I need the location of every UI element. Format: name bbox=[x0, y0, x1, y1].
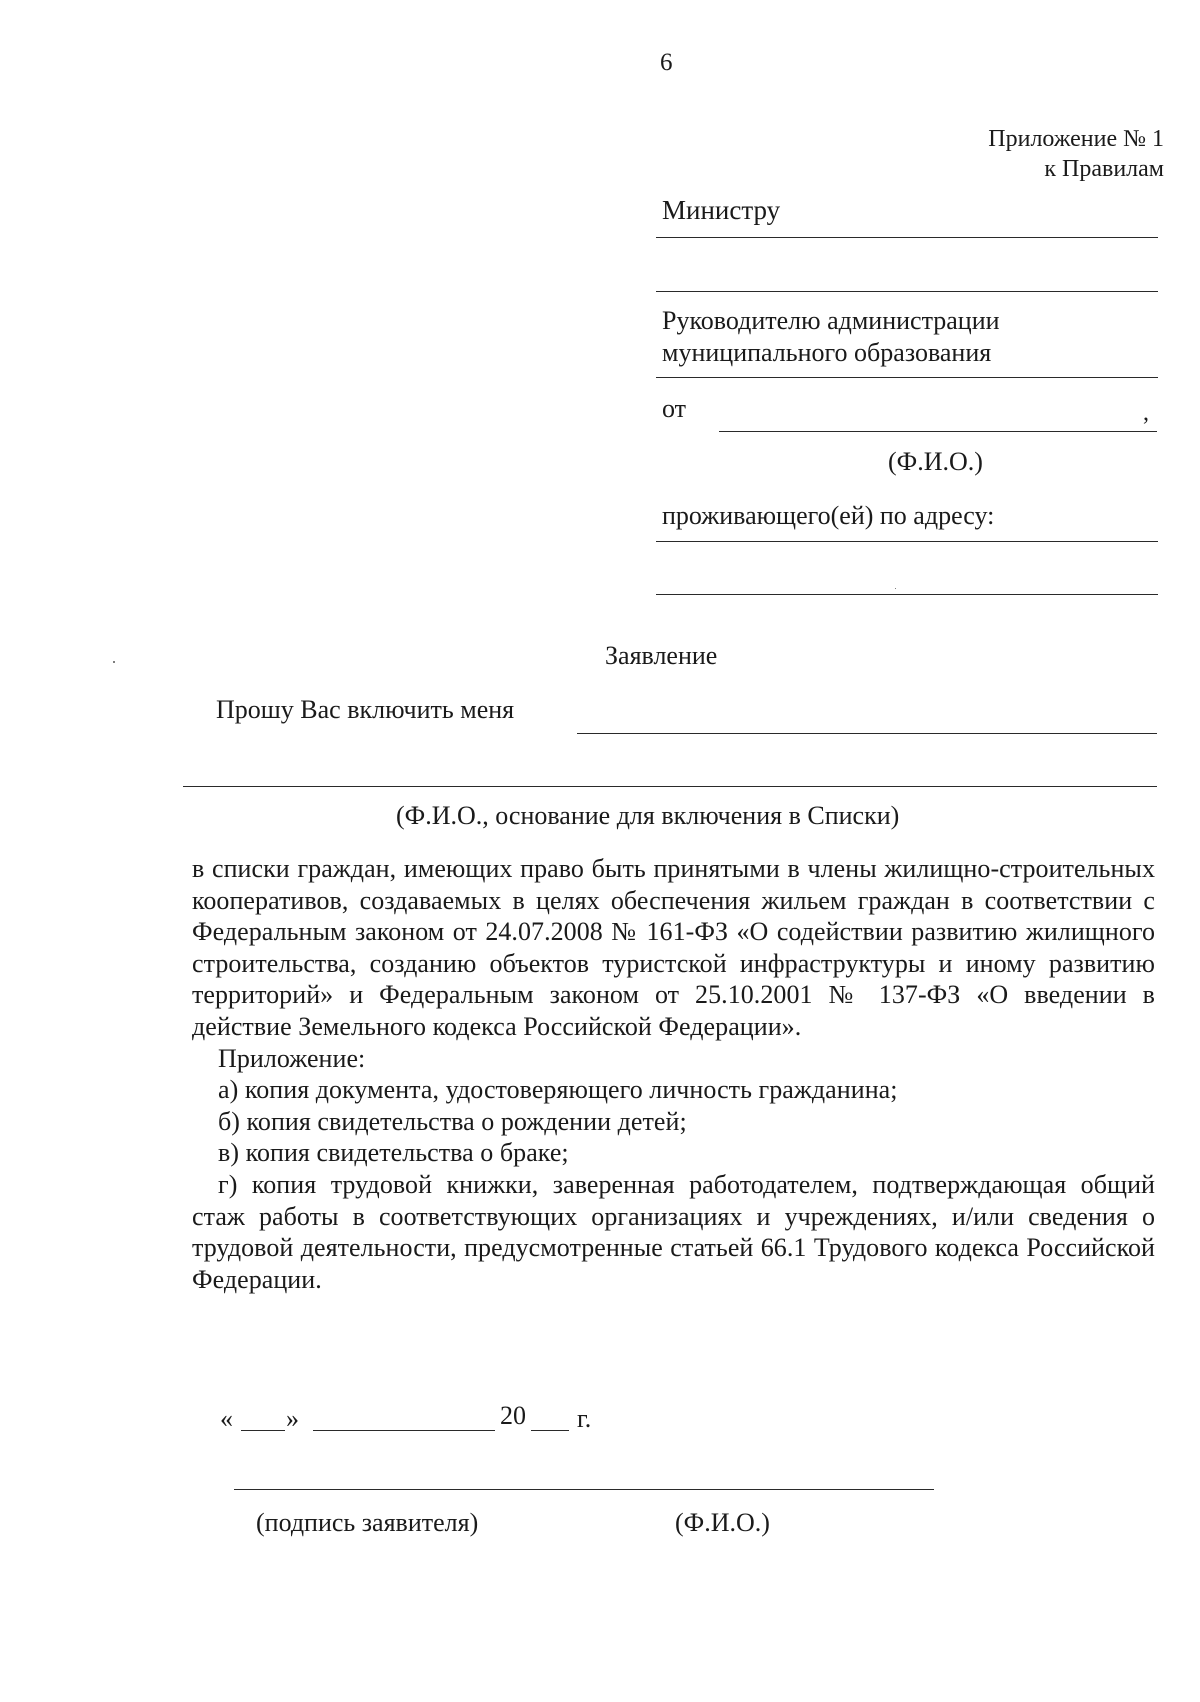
address-line-1 bbox=[656, 541, 1158, 542]
from-label: от bbox=[662, 394, 687, 423]
request-text: Прошу Вас включить меня bbox=[216, 695, 515, 724]
appendix-label: Приложение № 1 bbox=[988, 126, 1164, 152]
main-paragraph: в списки граждан, имеющих право быть принятыми в члены жилищно-строительных кооперативов, создаваемых в целях обеспечения жильем граждан в соответствии с Федеральным законом от 24.07.2008 № 161-ФЗ «О содействии развитию жилищного строительства, созданию объектов туристской инфраструктуры и иному развитию территорий» и Федеральным законом от 25.10.2001 № 137-ФЗ «О введении в действие Земельного кодекса Российской Федерации». bbox=[192, 854, 1155, 1041]
head-admin-line1: Руководителю администрации bbox=[662, 306, 1000, 335]
attachments-title: Приложение: bbox=[218, 1043, 366, 1073]
attachment-item: в) копия свидетельства о браке; bbox=[218, 1138, 569, 1168]
to-rules-label: к Правилам bbox=[1044, 156, 1164, 182]
minister-line bbox=[656, 237, 1158, 238]
document-title: Заявление bbox=[605, 641, 718, 670]
comma: , bbox=[1143, 400, 1149, 426]
attachment-item: г) копия трудовой книжки, заверенная работодателем, подтверждающая общий стаж работы в соответствующих организациях и учреждениях, и/или сведения о трудовой деятельности, предусмотренные статьей 66.1 Трудового кодекса Российской Федерации. bbox=[192, 1169, 1155, 1294]
date-close-quote: » bbox=[286, 1404, 299, 1433]
page-number: 6 bbox=[660, 49, 673, 76]
request-full-line bbox=[183, 786, 1157, 787]
head-admin-line bbox=[656, 377, 1158, 378]
attachment-item: б) копия свидетельства о рождении детей; bbox=[218, 1106, 687, 1136]
year-blank bbox=[531, 1430, 569, 1431]
signature-fio-caption: (Ф.И.О.) bbox=[675, 1508, 770, 1537]
attachment-item: а) копия документа, удостоверяющего личность гражданина; bbox=[218, 1075, 898, 1105]
month-blank bbox=[313, 1430, 495, 1431]
residing-label: проживающего(ей) по адресу: bbox=[662, 501, 995, 530]
from-fio-line bbox=[719, 431, 1157, 432]
signature-line bbox=[234, 1489, 934, 1490]
date-open-quote: « bbox=[220, 1404, 233, 1433]
address-line-2 bbox=[656, 594, 1158, 595]
request-fio-line bbox=[577, 733, 1157, 734]
request-caption: (Ф.И.О., основание для включения в Списки) bbox=[396, 801, 900, 830]
signature-caption: (подпись заявителя) bbox=[256, 1508, 479, 1537]
body-text bbox=[192, 853, 1155, 1295]
scan-speck bbox=[895, 588, 896, 589]
minister-line-2 bbox=[656, 291, 1158, 292]
year-suffix: г. bbox=[577, 1404, 592, 1433]
year-prefix: 20 bbox=[500, 1401, 526, 1430]
head-admin-line2: муниципального образования bbox=[662, 338, 992, 367]
day-blank bbox=[241, 1430, 285, 1431]
scan-speck bbox=[113, 661, 115, 663]
minister-label: Министру bbox=[662, 195, 781, 225]
fio-caption-top: (Ф.И.О.) bbox=[888, 447, 983, 476]
